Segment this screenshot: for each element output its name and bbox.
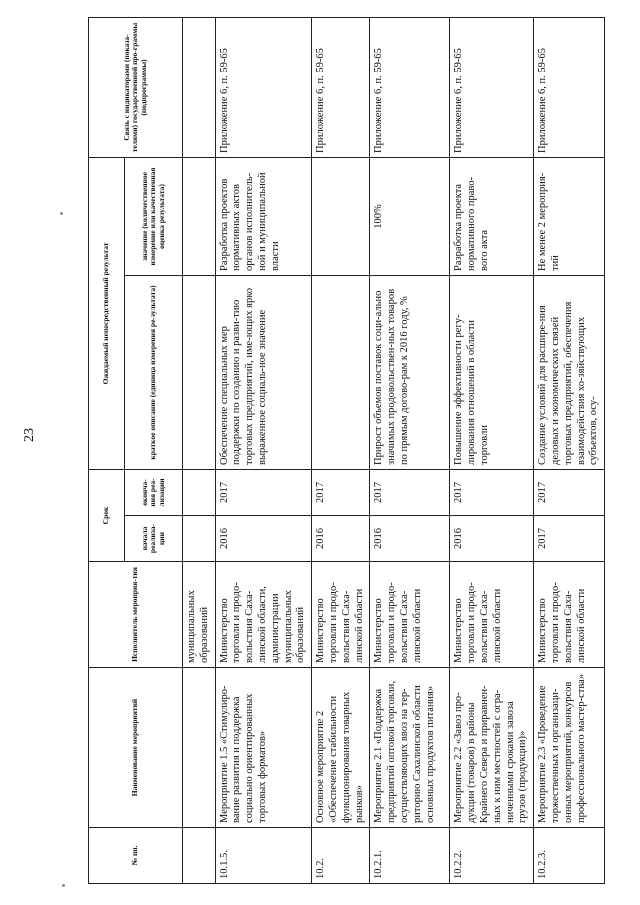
scan-speck (60, 212, 63, 215)
header-name: Наименование мероприятий (89, 668, 183, 828)
header-row (89, 17, 125, 883)
scan-speck (62, 884, 65, 887)
cell-executor: Министерство торговли и продо-вольствия Саха-линской области (370, 562, 450, 668)
header-link: Связь с индикаторами (показа-телями) государственной про-граммы (подпрограммы) (89, 17, 183, 157)
cell-start: 2016 (215, 516, 312, 562)
cell-end: 2017 (370, 469, 450, 515)
cell-link: Приложение 6, п. 59-65 (370, 17, 450, 157)
table-row (450, 17, 534, 883)
cell-link: Приложение 6, п. 59-65 (450, 17, 534, 157)
cell-desc: Прирост объемов поставок соци-ально значимых продовольствен-ных товаров по прямым догово-рам к 2016 году, % (370, 275, 450, 469)
cell-name: Мероприятие 1.5 «Стимулиро-вание развития и поддержка социально ориентированных торговых форматов» (215, 668, 312, 828)
cell-start: 2016 (312, 516, 370, 562)
table-row (312, 17, 370, 883)
cell-desc: Обеспечение специальных мер поддержки по созданию и разви-тию торговых предприятий, име-ющих ярко выраженное социаль-ное значение (215, 275, 312, 469)
cell-link: Приложение 6, п. 59-65 (534, 17, 605, 157)
cell-name (183, 668, 216, 828)
cell-num: 10.2. (312, 828, 370, 884)
cell-desc: Создание условий для расшире-ния деловых и экономических связей торговых предприятий, обеспечения взаимодействия хо-зяйствующих субъектов, осу- (534, 275, 605, 469)
cell-num: 10.2.3. (534, 828, 605, 884)
cell-start (183, 516, 216, 562)
cell-num (183, 828, 216, 884)
table-row (534, 17, 605, 883)
cell-link: Приложение 6, п. 59-65 (312, 17, 370, 157)
page-number: 23 (22, 428, 37, 442)
document-sheet (88, 18, 619, 884)
cell-link (183, 17, 216, 157)
cell-value (312, 157, 370, 275)
cell-value: Не менее 2 мероприя-тий (534, 157, 605, 275)
header-num: № пп. (89, 828, 183, 884)
cell-desc (312, 275, 370, 469)
header-executor: Исполнитель мероприя-тия (89, 562, 183, 668)
table-row (215, 17, 312, 883)
cell-num: 10.2.1. (370, 828, 450, 884)
cell-name: Мероприятие 2.1 «Поддержка предприятий оптовой торговли, осуществляющих ввоз на тер-риторию Сахалинской области основных продуктов питания» (370, 668, 450, 828)
cell-executor: Министерство торговли и продо-вольствия Саха-линской области (312, 562, 370, 668)
cell-value: Разработка проектов нормативных актов органов исполнитель-ной и муниципальной власти (215, 157, 312, 275)
cell-executor: Министерство торговли и продо-вольствия Саха-линской области (450, 562, 534, 668)
document-page (88, 18, 619, 884)
cell-executor: Министерство торговли и продо-вольствия Саха-линской области, администрации муниципальных образований (215, 562, 312, 668)
cell-name: Мероприятие 2.2 «Завоз про-дукции (товаров) в районы Крайнего Севера и приравнен-ных к ним местностей с огра-ниченными сроками завоза грузов (продукции)» (450, 668, 534, 828)
cell-start: 2016 (450, 516, 534, 562)
cell-end: 2017 (534, 469, 605, 515)
cell-end: 2017 (312, 469, 370, 515)
measures-table (88, 17, 605, 884)
header-term-start: начала реализа-ции (125, 516, 183, 562)
cell-end: 2017 (215, 469, 312, 515)
header-result-desc: краткое описание (единица измерения ре-зультата) (125, 275, 183, 469)
cell-name: Основное мероприятие 2 «Обеспечение стабильности функционирования товарных рынков» (312, 668, 370, 828)
cell-value: Разработка проекта нормативного право-вого акта (450, 157, 534, 275)
cell-name: Мероприятие 2.3 «Проведение торжественных и организаци-онных мероприятий, конкурсов профессионального мастер-ства» (534, 668, 605, 828)
cell-start: 2017 (534, 516, 605, 562)
header-result-value: значение (количественное измерение или качественная оценка результата) (125, 157, 183, 275)
cell-desc: Повышение эффективности регу-лирования отношений в области торговли (450, 275, 534, 469)
cell-end: 2017 (450, 469, 534, 515)
cell-executor: Министерство торговли и продо-вольствия Саха-линской области (534, 562, 605, 668)
header-term-end: оконча-ния реа-лизации (125, 469, 183, 515)
table-row (183, 17, 216, 883)
cell-end (183, 469, 216, 515)
table-row (370, 17, 450, 883)
cell-value (183, 157, 216, 275)
cell-num: 10.1.5. (215, 828, 312, 884)
header-term: Срок (89, 469, 125, 561)
cell-value: 100% (370, 157, 450, 275)
cell-start: 2016 (370, 516, 450, 562)
cell-desc (183, 275, 216, 469)
cell-num: 10.2.2. (450, 828, 534, 884)
cell-executor: муниципальных образований (183, 562, 216, 668)
cell-link: Приложение 6, п. 59-65 (215, 17, 312, 157)
header-result: Ожидаемый непосредственный результат (89, 157, 125, 469)
